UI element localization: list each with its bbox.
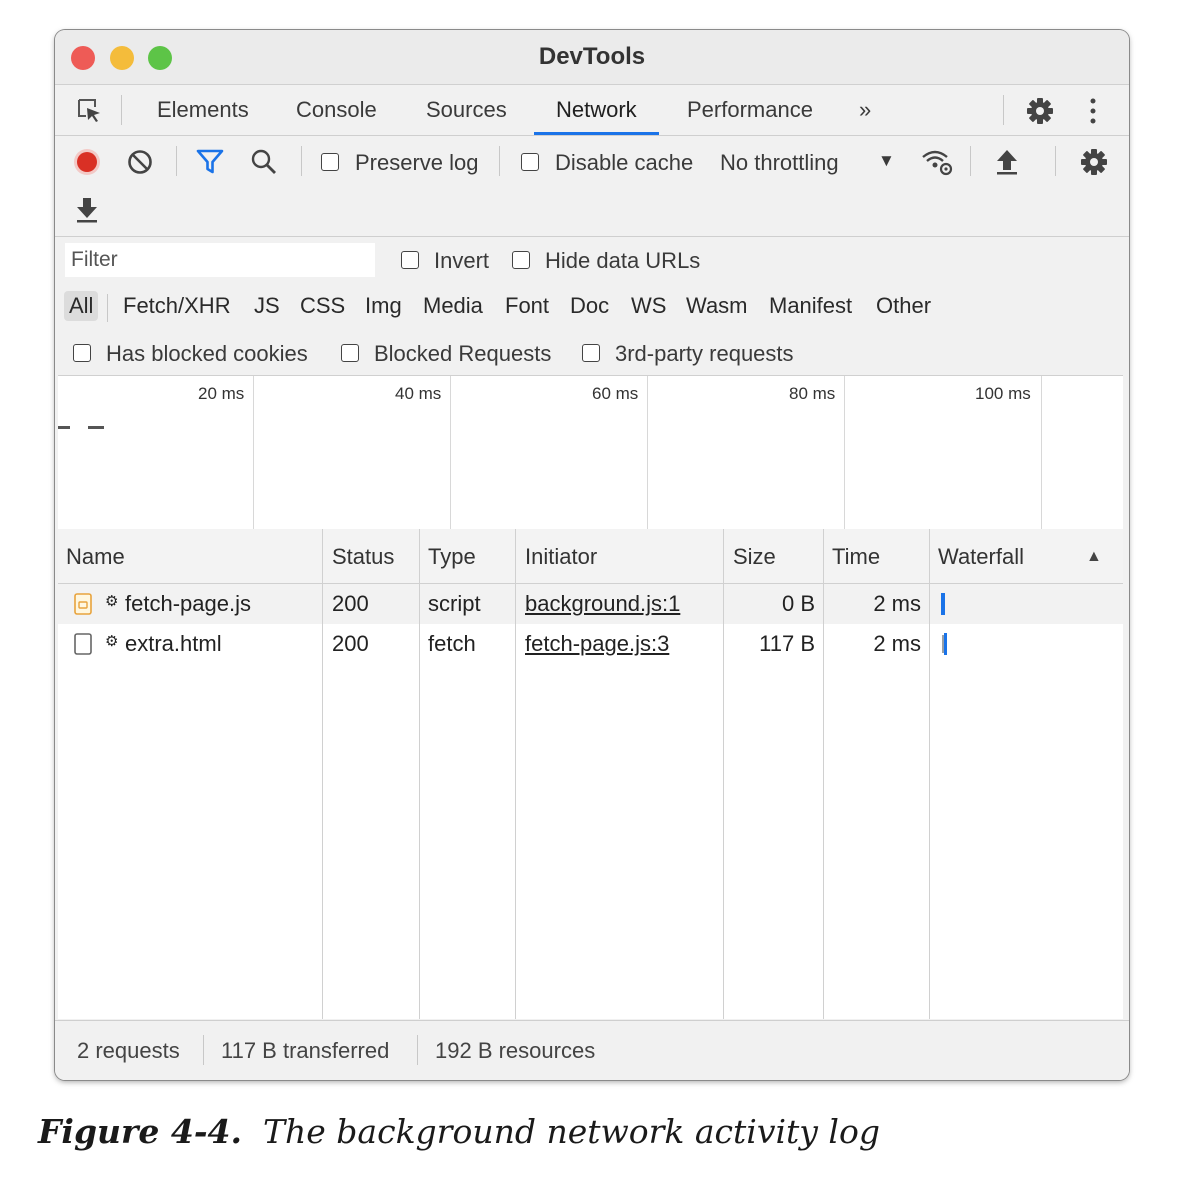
transferred-size: 117 B transferred xyxy=(221,1038,390,1063)
tab-performance[interactable]: Performance xyxy=(687,97,813,122)
tab-separator xyxy=(1003,95,1004,125)
column-header-size[interactable]: Size xyxy=(733,544,776,569)
filter-panel xyxy=(55,237,1129,375)
tab-separator xyxy=(121,95,122,125)
overview-grid-line xyxy=(844,376,845,529)
request-type: fetch xyxy=(428,631,476,656)
column-divider xyxy=(322,529,323,1019)
throttling-select[interactable]: No throttling xyxy=(720,150,839,175)
summary-bar xyxy=(55,1020,1129,1080)
kebab-icon[interactable] xyxy=(1085,96,1101,126)
inspect-element-icon[interactable] xyxy=(75,96,103,124)
type-filter-fetch-xhr[interactable]: Fetch/XHR xyxy=(123,293,231,318)
overview-timeline[interactable] xyxy=(58,375,1123,530)
column-header-time[interactable]: Time xyxy=(832,544,881,569)
download-icon[interactable] xyxy=(75,196,99,224)
type-separator xyxy=(107,294,108,322)
request-type: script xyxy=(428,591,481,616)
request-status: 200 xyxy=(332,591,369,616)
overview-grid-line xyxy=(450,376,451,529)
overview-grid-line xyxy=(647,376,648,529)
invert-label: Invert xyxy=(434,248,490,273)
clear-icon[interactable] xyxy=(127,149,153,175)
script-file-icon xyxy=(74,593,92,615)
type-filter-media[interactable]: Media xyxy=(423,293,483,318)
toolbar-separator xyxy=(1055,146,1056,176)
tab-network[interactable]: Network xyxy=(556,97,637,122)
column-divider xyxy=(419,529,420,1019)
request-time: 2 ms xyxy=(873,591,921,616)
waterfall-bar xyxy=(944,633,947,655)
request-name: extra.html xyxy=(125,631,222,656)
status-separator xyxy=(203,1035,204,1065)
type-filter-font[interactable]: Font xyxy=(505,293,550,318)
resources-size: 192 B resources xyxy=(435,1038,596,1063)
gear-icon[interactable] xyxy=(1079,147,1109,177)
column-header-type[interactable]: Type xyxy=(428,544,476,569)
waterfall-bar xyxy=(941,593,945,615)
tick-label: 40 ms xyxy=(395,384,442,403)
gear-icon[interactable] xyxy=(1025,96,1055,126)
request-size: 0 B xyxy=(781,591,815,616)
request-count: 2 requests xyxy=(77,1038,180,1063)
invert-checkbox[interactable] xyxy=(401,251,419,269)
network-toolbar xyxy=(55,136,1129,237)
column-header-initiator[interactable]: Initiator xyxy=(525,544,598,569)
blocked-requests-checkbox[interactable] xyxy=(341,344,359,362)
tab-elements[interactable]: Elements xyxy=(157,97,249,122)
type-filter-all[interactable]: All xyxy=(64,291,98,321)
column-divider xyxy=(515,529,516,1019)
column-header-status[interactable]: Status xyxy=(332,544,395,569)
upload-icon[interactable] xyxy=(995,148,1019,176)
tab-console[interactable]: Console xyxy=(296,97,377,122)
throttling-dropdown-icon[interactable]: ▼ xyxy=(878,151,895,170)
request-name: fetch-page.js xyxy=(125,591,251,616)
toolbar-separator xyxy=(301,146,302,176)
filter-input[interactable] xyxy=(65,243,375,277)
title-bar xyxy=(55,30,1129,85)
blocked-requests-label: Blocked Requests xyxy=(374,341,552,366)
more-tabs-chevron-icon[interactable]: » xyxy=(859,97,872,122)
figure-label: Figure 4-4. xyxy=(38,1112,243,1151)
toolbar-separator xyxy=(499,146,500,176)
type-filter-other[interactable]: Other xyxy=(876,293,932,318)
column-divider xyxy=(929,529,930,1019)
type-filter-css[interactable]: CSS xyxy=(300,293,346,318)
tab-sources[interactable]: Sources xyxy=(426,97,507,122)
request-status: 200 xyxy=(332,631,369,656)
third-party-requests-label: 3rd-party requests xyxy=(615,341,794,366)
request-time: 2 ms xyxy=(873,631,921,656)
hide-data-urls-label: Hide data URLs xyxy=(545,248,701,273)
type-filter-img[interactable]: Img xyxy=(365,293,402,318)
column-divider xyxy=(723,529,724,1019)
service-worker-gear-icon: ⚙ xyxy=(105,593,119,610)
toolbar-separator xyxy=(970,146,971,176)
disable-cache-label: Disable cache xyxy=(555,150,694,175)
has-blocked-cookies-checkbox[interactable] xyxy=(73,344,91,362)
figure-caption xyxy=(38,1112,880,1151)
disable-cache-checkbox[interactable] xyxy=(521,153,539,171)
request-initiator-link[interactable]: background.js:1 xyxy=(525,591,681,616)
type-filter-wasm[interactable]: Wasm xyxy=(686,293,748,318)
overview-grid-line xyxy=(1041,376,1042,529)
type-filter-manifest[interactable]: Manifest xyxy=(769,293,853,318)
network-conditions-icon[interactable] xyxy=(921,148,953,176)
overview-activity-mark xyxy=(88,426,104,429)
hide-data-urls-checkbox[interactable] xyxy=(512,251,530,269)
preserve-log-label: Preserve log xyxy=(355,150,479,175)
preserve-log-checkbox[interactable] xyxy=(321,153,339,171)
service-worker-gear-icon: ⚙ xyxy=(105,633,119,650)
third-party-requests-checkbox[interactable] xyxy=(582,344,600,362)
record-icon[interactable] xyxy=(73,148,101,176)
type-filter-doc[interactable]: Doc xyxy=(570,293,610,318)
tick-label: 80 ms xyxy=(789,384,836,403)
type-filter-ws[interactable]: WS xyxy=(631,293,667,318)
figure-caption-text: The background network activity log xyxy=(263,1112,880,1151)
devtools-window xyxy=(55,30,1129,1080)
window-title: DevTools xyxy=(538,43,646,70)
filter-icon[interactable] xyxy=(196,149,224,175)
column-divider xyxy=(823,529,824,1019)
tick-label: 20 ms xyxy=(198,384,245,403)
tick-label: 60 ms xyxy=(592,384,639,403)
sort-ascending-icon[interactable]: ▲ xyxy=(1086,548,1102,565)
request-size: 117 B xyxy=(759,631,815,656)
panel-tab-bar xyxy=(55,85,1129,136)
type-filter-js[interactable]: JS xyxy=(254,293,280,318)
status-separator xyxy=(417,1035,418,1065)
column-header-name[interactable]: Name xyxy=(66,544,125,569)
search-icon[interactable] xyxy=(250,148,278,176)
overview-activity-mark xyxy=(58,426,70,429)
toolbar-separator xyxy=(176,146,177,176)
request-initiator-link[interactable]: fetch-page.js:3 xyxy=(525,631,670,656)
requests-table xyxy=(58,529,1123,1019)
tick-label: 100 ms xyxy=(975,384,1031,403)
overview-grid-line xyxy=(253,376,254,529)
has-blocked-cookies-label: Has blocked cookies xyxy=(106,341,308,366)
column-header-waterfall[interactable]: Waterfall xyxy=(938,544,1024,569)
document-file-icon xyxy=(74,633,92,655)
